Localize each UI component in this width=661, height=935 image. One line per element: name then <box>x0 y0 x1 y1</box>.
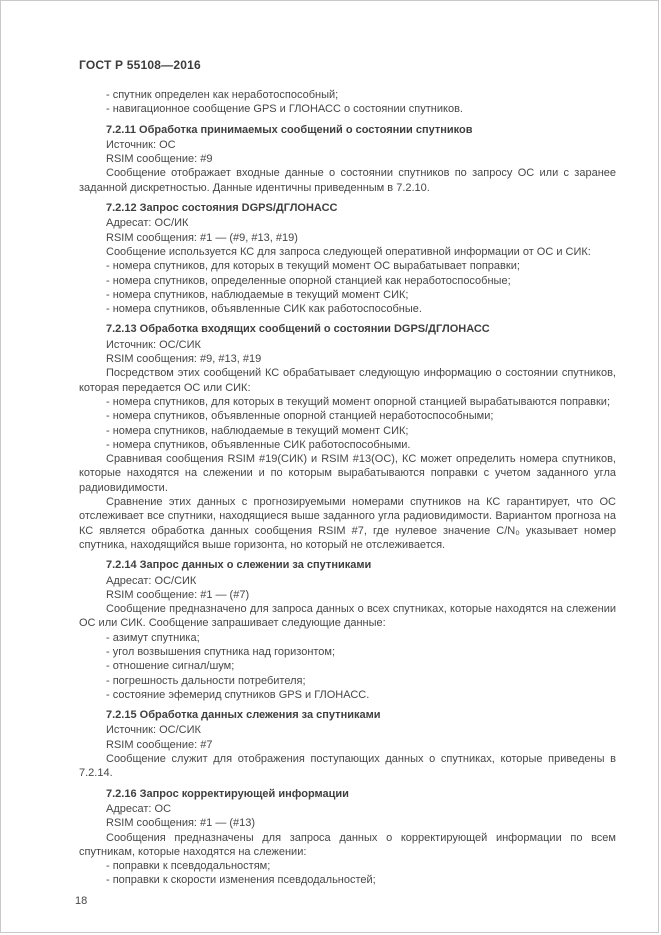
paragraph: RSIM сообщение: #9 <box>106 153 213 166</box>
document-content <box>79 88 616 888</box>
paragraph: - отношение сигнал/шум; <box>106 660 235 673</box>
intro-line: - навигационное сообщение GPS и ГЛОНАСС о состоянии спутников. <box>106 103 463 116</box>
paragraph: - угол возвышения спутника над горизонтом; <box>106 645 336 658</box>
document-standard-title: ГОСТ Р 55108—2016 <box>79 58 201 72</box>
paragraph: Источник: ОС <box>106 138 176 151</box>
paragraph: Адресат: ОС/ИК <box>106 217 189 230</box>
paragraph: Источник: ОС/СИК <box>106 338 201 351</box>
paragraph: Сообщение используется КС для запроса следующей оперативной информации от ОС и СИК: <box>106 245 591 258</box>
paragraph: Сообщение служит для отображения поступающих данных о спутниках, которые приведены в 7.2.14. <box>79 753 616 780</box>
paragraph: - азимут спутника; <box>106 631 200 644</box>
paragraph: - номера спутников, для которых в текущий момент ОС вырабатывает поправки; <box>106 260 520 273</box>
paragraph: Сравнение этих данных с прогнозируемыми номерами спутников на КС гарантирует, что ОС отслеживает все спутники, находящиеся выше заданного угла радиовидимости. Вариантом прогноза на КС является обработка данных сообщения RSIM #7, где нулевое значение C/N₀ указывает номер спутника, находящийся выше горизонта, но который не отслеживается. <box>79 496 616 551</box>
section-heading: 7.2.16 Запрос корректирующей информации <box>106 787 349 800</box>
paragraph: - номера спутников, наблюдаемые в текущий момент СИК; <box>106 288 409 301</box>
paragraph: Адресат: ОС <box>106 802 172 815</box>
paragraph: RSIM сообщения: #1 — (#9, #13, #19) <box>106 231 298 244</box>
paragraph: Посредством этих сообщений КС обрабатывает следующую информацию о состоянии спутников, которая передается ОС или СИК: <box>79 367 616 394</box>
paragraph: - номера спутников, наблюдаемые в текущий момент СИК; <box>106 424 409 437</box>
page-number: 18 <box>75 894 88 907</box>
paragraph: - номера спутников, объявленные СИК как работоспособные. <box>106 303 422 316</box>
paragraph: Сообщение отображает входные данные о состоянии спутников по запросу ОС или с заранее заданной дискретностью. Данные идентичны приведенным в 7.2.10. <box>79 167 616 194</box>
section-heading: 7.2.14 Запрос данных о слежении за спутниками <box>106 559 372 572</box>
paragraph: - поправки к скорости изменения псевдодальностей; <box>106 874 376 887</box>
paragraph: - номера спутников, объявленные опорной станцией неработоспособными; <box>106 410 494 423</box>
paragraph: Адресат: ОС/СИК <box>106 574 197 587</box>
section-heading: 7.2.15 Обработка данных слежения за спутниками <box>106 709 381 722</box>
paragraph: RSIM сообщение: #7 <box>106 738 213 751</box>
section-heading: 7.2.11 Обработка принимаемых сообщений о состоянии спутников <box>106 123 473 136</box>
paragraph: RSIM сообщение: #1 — (#7) <box>106 588 250 601</box>
intro-line: - спутник определен как неработоспособный; <box>106 89 339 101</box>
paragraph: - погрешность дальности потребителя; <box>106 674 306 687</box>
paragraph: - состояние эфемерид спутников GPS и ГЛОНАСС. <box>106 688 370 701</box>
paragraph: Сообщение предназначено для запроса данных о всех спутниках, которые находятся на слежении ОС или СИК. Сообщение запрашивает следующие данные: <box>79 603 616 630</box>
paragraph: - поправки к псевдодальностям; <box>106 860 271 873</box>
paragraph: RSIM сообщения: #9, #13, #19 <box>106 353 262 366</box>
paragraph: Источник: ОС/СИК <box>106 724 201 737</box>
paragraph: Сравнивая сообщения RSIM #19(СИК) и RSIM #13(ОС), КС может определить номера спутников, которые находятся на слежении и по которым вырабатываются поправки с учетом заданного угла радиовидимости. <box>79 453 616 494</box>
paragraph: - номера спутников, определенные опорной станцией как неработоспособные; <box>106 274 511 287</box>
paragraph: - номера спутников, объявленные СИК работоспособными. <box>106 438 411 451</box>
section-heading: 7.2.13 Обработка входящих сообщений о состоянии DGPS/ДГЛОНАСС <box>106 323 490 336</box>
paragraph: - номера спутников, для которых в текущий момент опорной станцией вырабатываются поправки; <box>106 395 610 408</box>
paragraph: RSIM сообщения: #1 — (#13) <box>106 817 256 830</box>
section-heading: 7.2.12 Запрос состояния DGPS/ДГЛОНАСС <box>106 202 338 215</box>
paragraph: Сообщения предназначены для запроса данных о корректирующей информации по всем спутникам, которые находятся на слежении: <box>79 831 616 858</box>
